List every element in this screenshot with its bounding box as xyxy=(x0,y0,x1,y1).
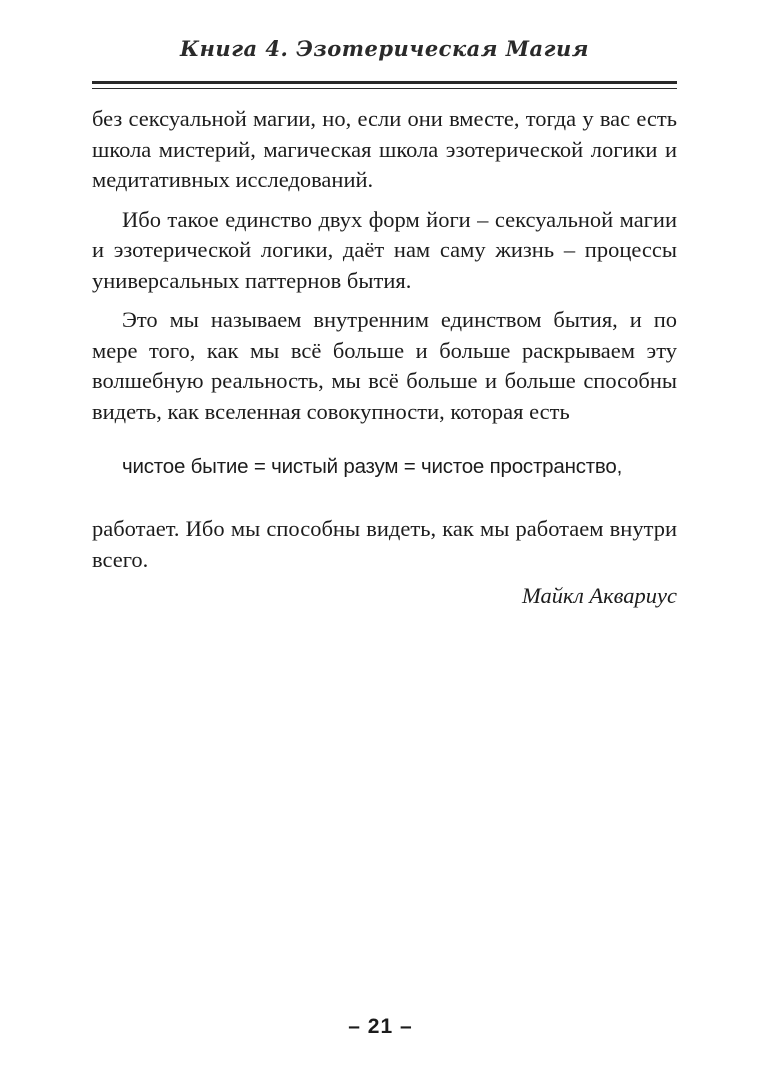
paragraph-2: Ибо такое единство двух форм йоги – сексуальной магии и эзотерической логики, даёт нам саму жизнь – процессы универсальных паттернов бытия. xyxy=(92,206,677,293)
running-header-title: Книга 4. Эзотерическая Магия xyxy=(180,36,589,61)
paragraph-3: Это мы называем внутренним единством бытия, и по мере того, как мы всё больше и больше раскрываем эту волшебную реальность, мы всё больше и больше способны видеть, как вселенная совокупности, которая есть xyxy=(92,307,677,424)
header-rule-thick xyxy=(92,81,677,84)
author-signature: Майкл Аквариус xyxy=(522,583,677,608)
page-number: – 21 – xyxy=(348,1015,413,1038)
body-text xyxy=(92,104,677,611)
header-rule-thin xyxy=(92,88,677,89)
closing-paragraph: работает. Ибо мы способны видеть, как мы работаем внутри всего. xyxy=(92,516,677,572)
equation-line: чистое бытие = чистый разум = чистое пространство, xyxy=(122,455,623,478)
paragraph-1: без сексуальной магии, но, если они вместе, тогда у вас есть школа мистерий, магическая школа эзотерической логики и медитативных исследований. xyxy=(92,106,677,192)
